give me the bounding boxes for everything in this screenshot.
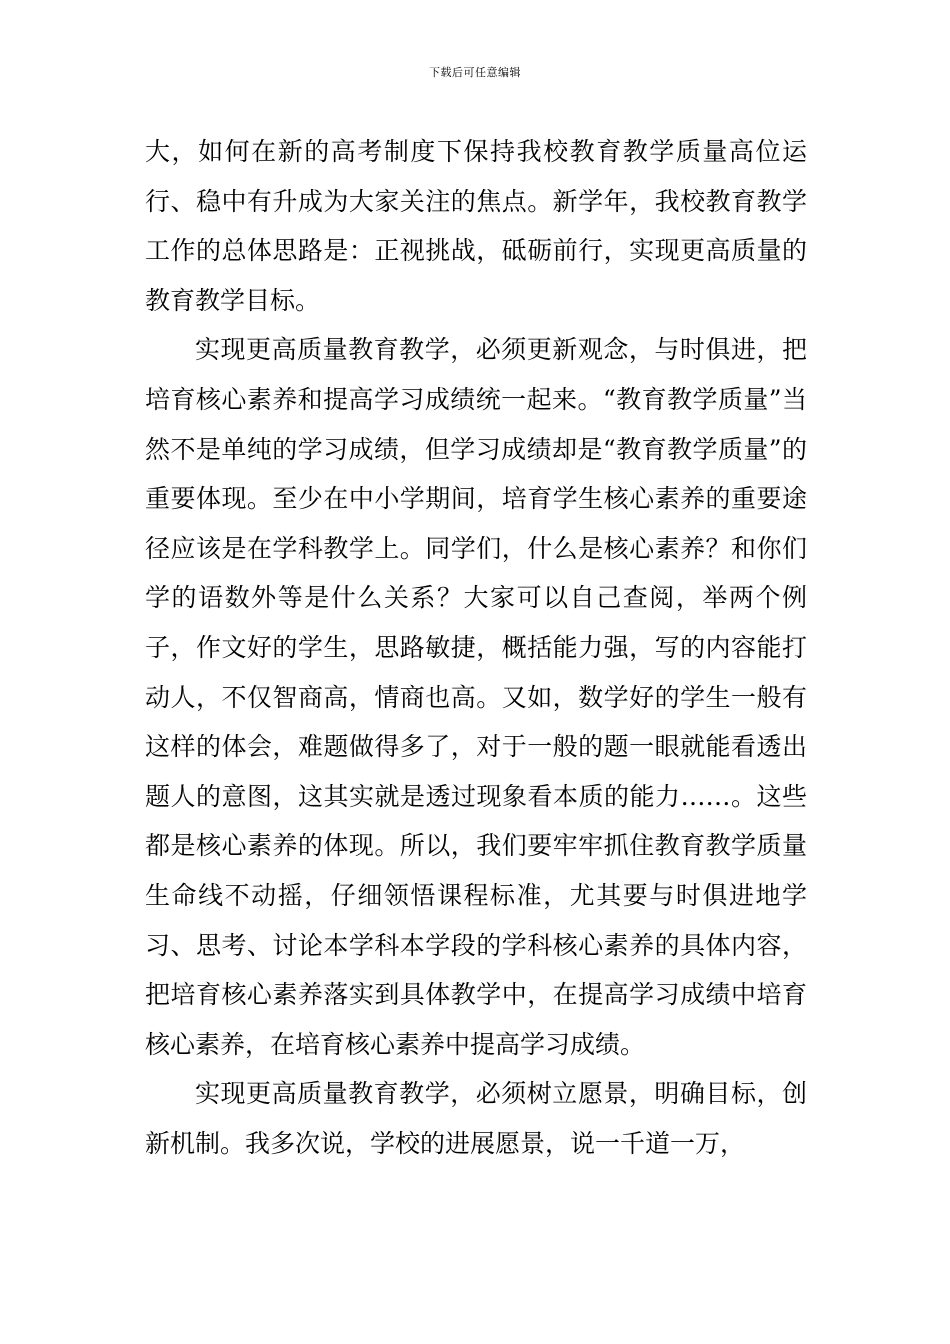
- document-body: [145, 127, 807, 1168]
- paragraph-3: 实现更高质量教育教学，必须树立愿景，明确目标，创新机制。我多次说，学校的进展愿景，说一千道一万，: [145, 1079, 807, 1158]
- paragraph-1: 大，如何在新的高考制度下保持我校教育教学质量高位运行、稳中有升成为大家关注的焦点。新学年，我校教育教学工作的总体思路是：正视挑战，砥砺前行，实现更高质量的教育教学目标。: [145, 137, 807, 315]
- page-header: 下载后可任意编辑: [429, 66, 521, 79]
- paragraph-2: 实现更高质量教育教学，必须更新观念，与时俱进，把培育核心素养和提高学习成绩统一起来。“教育教学质量”当然不是单纯的学习成绩，但学习成绩却是“教育教学质量”的重要体现。至少在中小学期间，培育学生核心素养的重要途径应该是在学科教学上。同学们，什么是核心素养？和你们学的语数外等是什么关系？大家可以自己查阅，举两个例子，作文好的学生，思路敏捷，概括能力强，写的内容能打动人，不仅智商高，情商也高。又如，数学好的学生一般有这样的体会，难题做得多了，对于一般的题一眼就能看透出题人的意图，这其实就是透过现象看本质的能力……。这些都是核心素养的体现。所以，我们要牢牢抓住教育教学质量生命线不动摇，仔细领悟课程标准，尤其要与时俱进地学习、思考、讨论本学科本学段的学科核心素养的具体内容，把培育核心素养落实到具体教学中，在提高学习成绩中培育核心素养，在培育核心素养中提高学习成绩。: [145, 335, 807, 1059]
